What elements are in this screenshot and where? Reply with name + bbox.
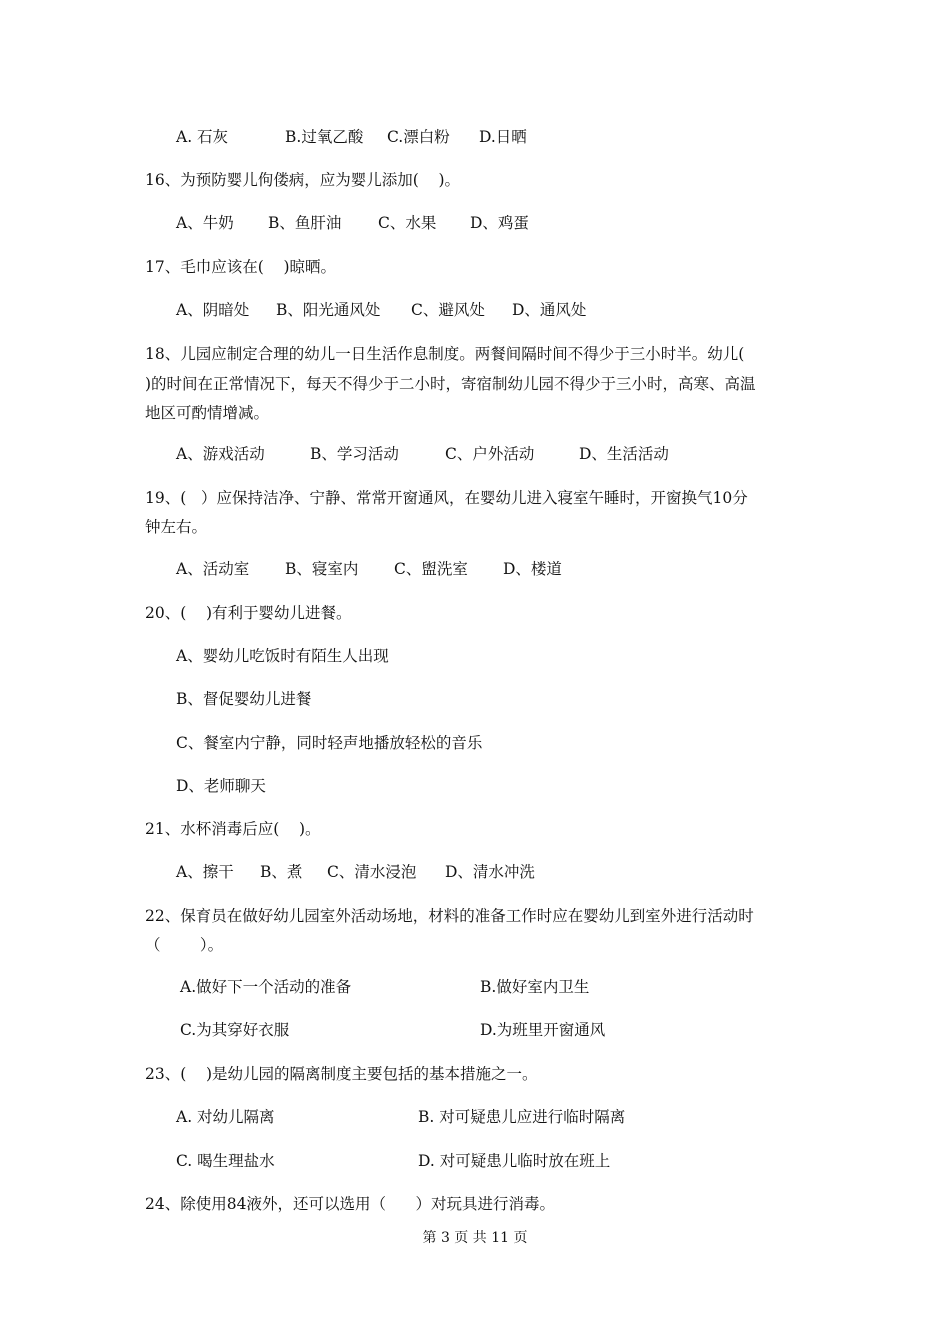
option-d: D、鸡蛋 bbox=[470, 214, 529, 232]
option-b: B、阳光通风处 bbox=[276, 301, 381, 319]
question-18-line-3: 地区可酌情增减。 bbox=[145, 404, 270, 422]
question-18-line-2: )的时间在正常情况下，每天不得少于二小时，寄宿制幼儿园不得少于三小时，高寒、高温 bbox=[145, 375, 756, 393]
option-a: A.做好下一个活动的准备 bbox=[180, 978, 352, 996]
option-c: C、水果 bbox=[378, 214, 437, 232]
question-17-stem: 17、毛巾应该在( )晾晒。 bbox=[145, 258, 337, 276]
question-22-line-2: （ ）。 bbox=[145, 936, 224, 954]
option-d: D.为班里开窗通风 bbox=[480, 1021, 606, 1039]
option-a: A、游戏活动 bbox=[176, 445, 265, 463]
option-a: A. 对幼儿隔离 bbox=[176, 1108, 275, 1126]
option-b: B.做好室内卫生 bbox=[480, 978, 590, 996]
option-b: B. 对可疑患儿应进行临时隔离 bbox=[418, 1108, 626, 1126]
option-c: C.为其穿好衣服 bbox=[180, 1021, 290, 1039]
question-21-stem: 21、水杯消毒后应( )。 bbox=[145, 820, 321, 838]
option-c: C.漂白粉 bbox=[387, 128, 450, 146]
question-20-stem: 20、( )有利于婴幼儿进餐。 bbox=[145, 604, 352, 622]
question-19-line-1: 19、( ）应保持洁净、宁静、常常开窗通风，在婴幼儿进入寝室午睡时，开窗换气10分 bbox=[145, 489, 748, 507]
option-a: A. 石灰 bbox=[176, 128, 229, 146]
option-b: B、煮 bbox=[260, 863, 303, 881]
option-a: A、阴暗处 bbox=[176, 301, 250, 319]
option-c: C. 喝生理盐水 bbox=[176, 1152, 275, 1170]
option-a: A、擦干 bbox=[176, 863, 234, 881]
option-b: B、寝室内 bbox=[285, 560, 359, 578]
option-d: D、通风处 bbox=[512, 301, 587, 319]
option-d: D、清水冲洗 bbox=[445, 863, 535, 881]
option-d: D. 对可疑患儿临时放在班上 bbox=[418, 1152, 611, 1170]
option-c: C、避风处 bbox=[411, 301, 485, 319]
option-b: B、学习活动 bbox=[310, 445, 399, 463]
page-number-footer: 第 3 页 共 11 页 bbox=[422, 1230, 528, 1246]
option-a: A、牛奶 bbox=[176, 214, 234, 232]
option-b: B、鱼肝油 bbox=[268, 214, 342, 232]
question-20-option-a: A、婴幼儿吃饭时有陌生人出现 bbox=[176, 647, 389, 665]
question-22-line-1: 22、保育员在做好幼儿园室外活动场地，材料的准备工作时应在婴幼儿到室外进行活动时 bbox=[145, 907, 754, 925]
option-c: C、盥洗室 bbox=[394, 560, 468, 578]
question-18-line-1: 18、儿园应制定合理的幼儿一日生活作息制度。两餐间隔时间不得少于三小时半。幼儿( bbox=[145, 345, 745, 363]
question-20-option-d: D、老师聊天 bbox=[176, 777, 266, 795]
option-a: A、活动室 bbox=[176, 560, 250, 578]
question-16-stem: 16、为预防婴儿佝偻病，应为婴儿添加( )。 bbox=[145, 171, 461, 189]
question-24-stem: 24、除使用84液外，还可以选用（ ）对玩具进行消毒。 bbox=[145, 1195, 556, 1213]
option-c: C、清水浸泡 bbox=[327, 863, 417, 881]
option-d: D、生活活动 bbox=[579, 445, 669, 463]
question-20-option-b: B、督促婴幼儿进餐 bbox=[176, 690, 312, 708]
option-c: C、户外活动 bbox=[445, 445, 535, 463]
option-d: D.日晒 bbox=[479, 128, 527, 146]
option-b: B.过氧乙酸 bbox=[285, 128, 364, 146]
question-20-option-c: C、餐室内宁静，同时轻声地播放轻松的音乐 bbox=[176, 734, 483, 752]
question-19-line-2: 钟左右。 bbox=[145, 518, 208, 536]
option-d: D、楼道 bbox=[503, 560, 562, 578]
question-23-stem: 23、( )是幼儿园的隔离制度主要包括的基本措施之一。 bbox=[145, 1065, 538, 1083]
